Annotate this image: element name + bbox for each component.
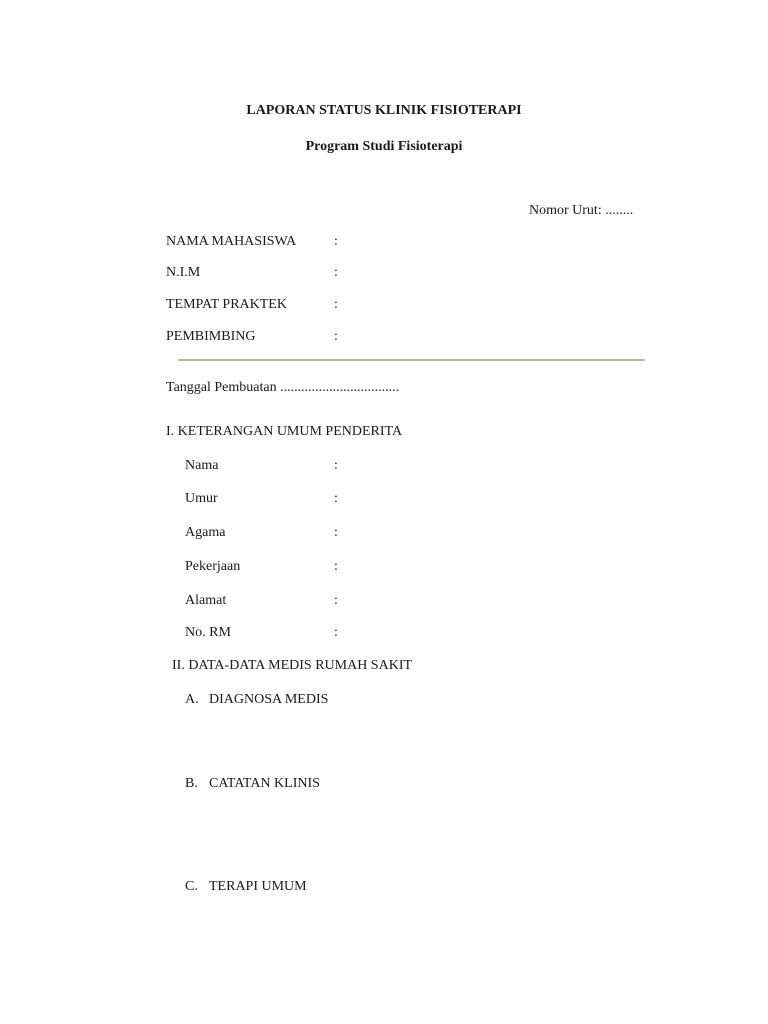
tanggal-pembuatan: Tanggal Pembuatan .................................. xyxy=(166,380,400,395)
field-colon: : xyxy=(334,329,338,344)
field-label-tempat-praktek: TEMPAT PRAKTEK xyxy=(166,297,287,312)
item-marker: A. xyxy=(185,692,199,707)
patient-field-no-rm: No. RM xyxy=(185,625,231,640)
nomor-urut: Nomor Urut: ........ xyxy=(529,203,634,218)
field-colon: : xyxy=(334,297,338,312)
field-colon: : xyxy=(334,559,338,574)
document-title: LAPORAN STATUS KLINIK FISIOTERAPI xyxy=(246,103,522,118)
section-2-heading: II. DATA-DATA MEDIS RUMAH SAKIT xyxy=(172,658,413,673)
horizontal-divider xyxy=(178,359,645,361)
field-colon: : xyxy=(334,525,338,540)
field-colon: : xyxy=(334,593,338,608)
field-colon: : xyxy=(334,458,338,473)
field-colon: : xyxy=(334,491,338,506)
item-marker: C. xyxy=(185,879,198,894)
field-label-nama-mahasiswa: NAMA MAHASISWA xyxy=(166,234,297,249)
item-catatan-klinis: CATATAN KLINIS xyxy=(209,776,320,791)
patient-field-nama: Nama xyxy=(185,458,219,473)
document-subtitle: Program Studi Fisioterapi xyxy=(305,139,463,154)
section-1-heading: I. KETERANGAN UMUM PENDERITA xyxy=(166,424,403,439)
patient-field-pekerjaan: Pekerjaan xyxy=(185,559,241,574)
field-colon: : xyxy=(334,265,338,280)
patient-field-alamat: Alamat xyxy=(185,593,227,608)
field-label-nim: N.I.M xyxy=(166,265,201,280)
item-terapi-umum: TERAPI UMUM xyxy=(209,879,307,894)
field-label-pembimbing: PEMBIMBING xyxy=(166,329,256,344)
patient-field-agama: Agama xyxy=(185,525,226,540)
item-diagnosa-medis: DIAGNOSA MEDIS xyxy=(209,692,329,707)
field-colon: : xyxy=(334,234,338,249)
field-colon: : xyxy=(334,625,338,640)
item-marker: B. xyxy=(185,776,198,791)
patient-field-umur: Umur xyxy=(185,491,218,506)
